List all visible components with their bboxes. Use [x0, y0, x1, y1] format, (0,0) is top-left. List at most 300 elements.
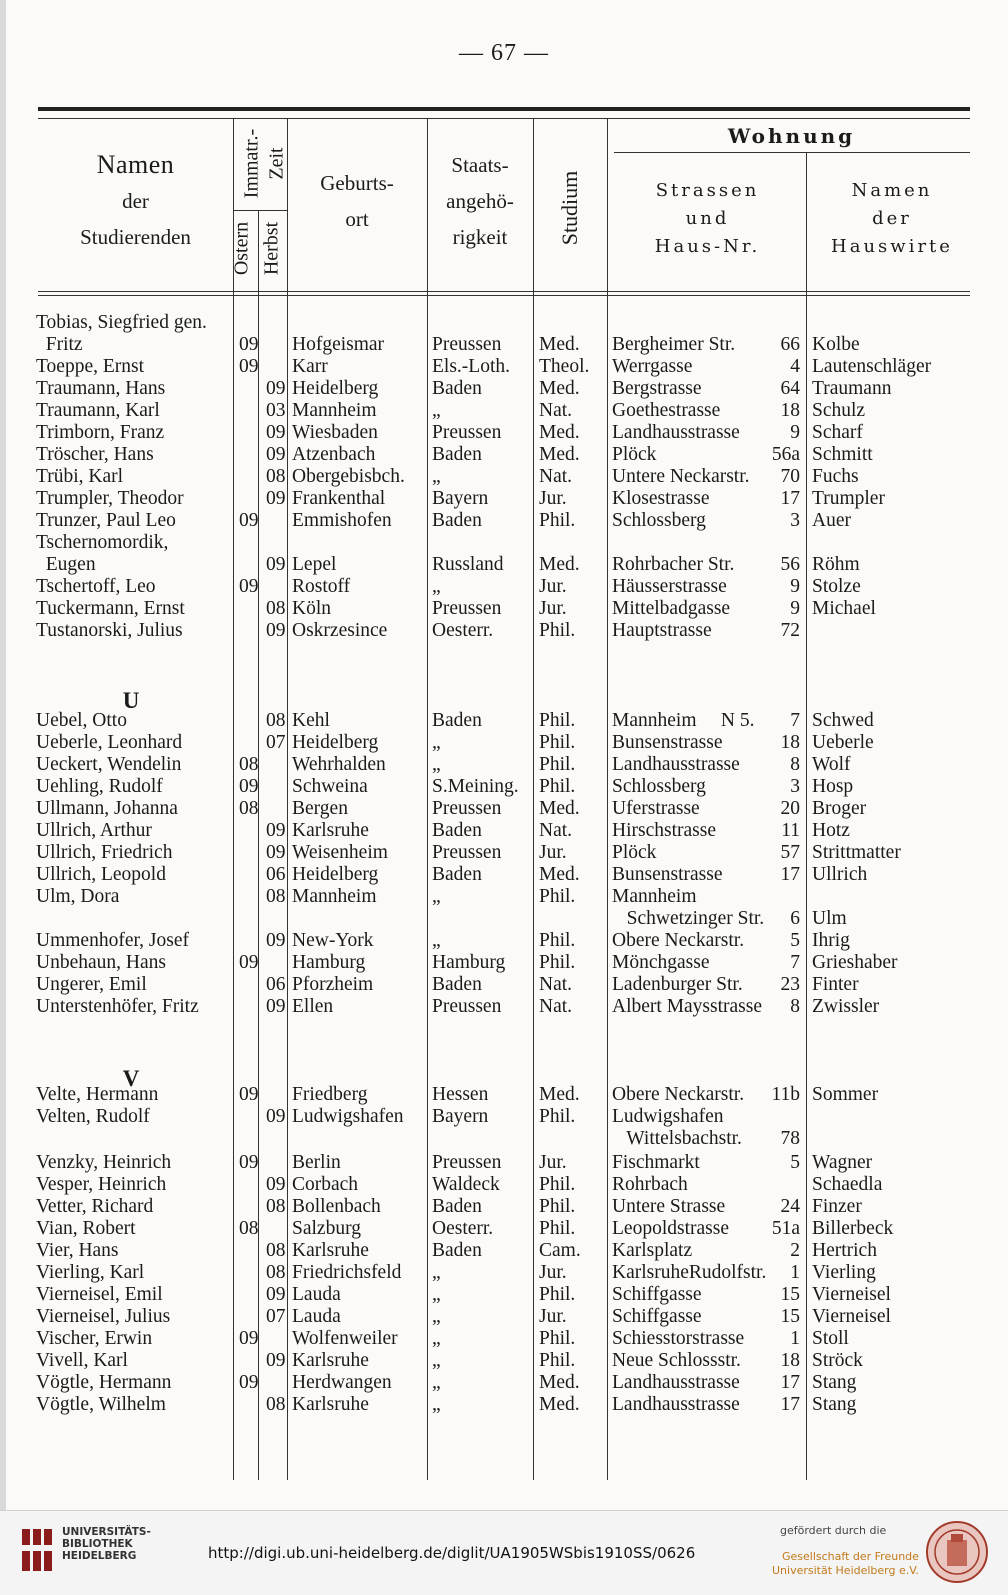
table-row — [0, 510, 1008, 532]
birthplace: Wehrhalden — [292, 754, 386, 775]
birthplace: Herdwangen — [292, 1372, 392, 1393]
herbst-year: 08 — [266, 466, 286, 487]
header-namen: Namen — [96, 150, 175, 179]
table-row — [0, 930, 1008, 952]
nationality: Baden — [432, 444, 482, 465]
nationality: „ — [432, 1394, 441, 1415]
field-of-study: Phil. — [539, 620, 576, 641]
herbst-year: 06 — [266, 864, 286, 885]
birthplace: Karr — [292, 356, 328, 377]
table-row — [0, 842, 1008, 864]
student-name: Vetter, Richard — [36, 1196, 154, 1217]
birthplace: Atzenbach — [292, 444, 376, 465]
street: Bunsenstrasse — [612, 864, 723, 885]
student-name: Tobias, Siegfried gen. — [36, 312, 207, 333]
nationality: „ — [432, 1306, 441, 1327]
student-name: Toeppe, Ernst — [36, 356, 145, 377]
table-row — [0, 820, 1008, 842]
birthplace: Mannheim — [292, 400, 377, 421]
landlord: Schwed — [812, 710, 874, 731]
field-of-study: Phil. — [539, 930, 576, 951]
field-of-study: Med. — [539, 444, 580, 465]
house-number: 7 — [790, 952, 800, 973]
field-of-study: Med. — [539, 1372, 580, 1393]
herbst-year: 08 — [266, 1262, 286, 1283]
field-of-study: Phil. — [539, 1350, 576, 1371]
student-name: Vivell, Karl — [36, 1350, 128, 1371]
ostern-year: 09 — [239, 334, 259, 355]
herbst-year: 09 — [266, 422, 286, 443]
field-of-study: Nat. — [539, 820, 573, 841]
nationality: Russland — [432, 554, 504, 575]
student-name: Uebel, Otto — [36, 710, 127, 731]
nationality: „ — [432, 732, 441, 753]
table-row — [0, 312, 1008, 334]
birthplace: Bergen — [292, 798, 348, 819]
header-hauswirte: Hauswirte — [831, 236, 953, 257]
student-name: Unterstenhöfer, Fritz — [36, 996, 199, 1017]
landlord: Auer — [812, 510, 851, 531]
nationality: „ — [432, 1284, 441, 1305]
nationality: „ — [432, 930, 441, 951]
birthplace: Karlsruhe — [292, 1394, 369, 1415]
landlord: Scharf — [812, 422, 863, 443]
house-number: 18 — [780, 1350, 800, 1371]
house-number: 4 — [790, 356, 800, 377]
field-of-study: Med. — [539, 798, 580, 819]
birthplace: Salzburg — [292, 1218, 361, 1239]
birthplace: Emmishofen — [292, 510, 392, 531]
nationality: Baden — [432, 864, 482, 885]
street: Mannheim N 5. — [612, 710, 755, 731]
birthplace: Bollenbach — [292, 1196, 381, 1217]
birthplace: Köln — [292, 598, 331, 619]
birthplace: Heidelberg — [292, 378, 379, 399]
birthplace: Karlsruhe — [292, 1350, 369, 1371]
street: Uferstrasse — [612, 798, 700, 819]
herbst-year: 09 — [266, 444, 286, 465]
street: Untere Neckarstr. — [612, 466, 750, 487]
street: Schiffgasse — [612, 1306, 702, 1327]
student-name: Tuckermann, Ernst — [36, 598, 185, 619]
table-row — [0, 1372, 1008, 1394]
birthplace: Schweina — [292, 776, 368, 797]
header-rule-bottom — [38, 291, 970, 292]
footer-bar — [0, 1510, 1008, 1595]
header-wohnung-rule — [614, 152, 970, 153]
table-row — [0, 1174, 1008, 1196]
nationality: Preussen — [432, 598, 502, 619]
header-der: der — [122, 189, 149, 213]
birthplace: Frankenthal — [292, 488, 386, 509]
herbst-year: 09 — [266, 488, 286, 509]
student-name: Ungerer, Emil — [36, 974, 147, 995]
landlord: Finter — [812, 974, 859, 995]
table-row — [0, 776, 1008, 798]
street: Mönchgasse — [612, 952, 710, 973]
field-of-study: Jur. — [539, 1262, 567, 1283]
house-number: 18 — [780, 732, 800, 753]
landlord: Stang — [812, 1394, 857, 1415]
nationality: Preussen — [432, 842, 502, 863]
student-name: Ulm, Dora — [36, 886, 120, 907]
nationality: Baden — [432, 1196, 482, 1217]
library-line1: UNIVERSITÄTS- — [62, 1526, 151, 1538]
birthplace: Wolfenweiler — [292, 1328, 398, 1349]
herbst-year: 09 — [266, 842, 286, 863]
house-number: 5 — [790, 1152, 800, 1173]
birthplace: Ludwigshafen — [292, 1106, 404, 1127]
birthplace: New-York — [292, 930, 374, 951]
field-of-study: Phil. — [539, 776, 576, 797]
table-row — [0, 598, 1008, 620]
landlord: Sommer — [812, 1084, 879, 1105]
header-hausnr: Haus-Nr. — [654, 236, 761, 257]
ostern-year: 09 — [239, 952, 259, 973]
table-row — [0, 576, 1008, 598]
landlord: Ihrig — [812, 930, 850, 951]
student-name: Tschernomordik, — [36, 532, 169, 553]
header-immatr: Immatr.- — [240, 128, 263, 199]
ostern-year: 08 — [239, 1218, 259, 1239]
header-angehoe: angehö- — [446, 189, 514, 213]
table-row — [0, 400, 1008, 422]
student-name: Vierneisel, Emil — [36, 1284, 163, 1305]
ostern-year: 09 — [239, 576, 259, 597]
header-rigkeit: rigkeit — [452, 225, 508, 249]
street: Landhausstrasse — [612, 422, 740, 443]
nationality: Preussen — [432, 334, 502, 355]
student-name: Velten, Rudolf — [36, 1106, 150, 1127]
landlord: Ulm — [812, 908, 847, 929]
page-number: — 67 — — [459, 40, 549, 66]
table-row — [0, 378, 1008, 400]
street: KarlsruheRudolfstr. — [612, 1262, 767, 1283]
house-number: 9 — [790, 576, 800, 597]
header-studierenden: Studierenden — [80, 225, 191, 249]
house-number: 64 — [780, 378, 800, 399]
header-geburts: Geburts- — [320, 171, 394, 195]
street: Schiffgasse — [612, 1284, 702, 1305]
nationality: „ — [432, 1262, 441, 1283]
student-name: Ullrich, Friedrich — [36, 842, 173, 863]
landlord: Wagner — [812, 1152, 873, 1173]
field-of-study: Med. — [539, 422, 580, 443]
landlord: Schaedla — [812, 1174, 883, 1195]
table-row — [0, 1106, 1008, 1128]
student-name: Vian, Robert — [36, 1218, 136, 1239]
student-name: Uehling, Rudolf — [36, 776, 163, 797]
herbst-year: 06 — [266, 974, 286, 995]
herbst-year: 08 — [266, 1196, 286, 1217]
birthplace: Kehl — [292, 710, 330, 731]
herbst-year: 08 — [266, 1394, 286, 1415]
house-number: 23 — [780, 974, 800, 995]
house-number: 56a — [771, 444, 800, 465]
header-zeit: Zeit — [265, 147, 288, 180]
landlord: Traumann — [812, 378, 892, 399]
nationality: „ — [432, 1372, 441, 1393]
house-number: 15 — [780, 1306, 800, 1327]
street: Obere Neckarstr. — [612, 1084, 745, 1105]
field-of-study: Phil. — [539, 1174, 576, 1195]
street: Rohrbach — [612, 1174, 688, 1195]
herbst-year: 09 — [266, 820, 286, 841]
student-name: Ueckert, Wendelin — [36, 754, 182, 775]
herbst-year: 03 — [266, 400, 286, 421]
birthplace: Friedrichsfeld — [292, 1262, 402, 1283]
header-wohnung: Wohnung — [727, 124, 856, 148]
house-number: 57 — [780, 842, 800, 863]
table-row — [0, 1394, 1008, 1416]
house-number: 1 — [790, 1328, 800, 1349]
table-row — [0, 1240, 1008, 1262]
student-name: Ullrich, Arthur — [36, 820, 152, 841]
field-of-study: Nat. — [539, 974, 573, 995]
herbst-year: 09 — [266, 620, 286, 641]
house-number: 17 — [780, 488, 800, 509]
herbst-year: 09 — [266, 378, 286, 399]
header-namen2: Namen — [851, 180, 933, 201]
nationality: Preussen — [432, 1152, 502, 1173]
landlord: Hertrich — [812, 1240, 877, 1261]
header-staats: Staats- — [451, 153, 509, 177]
library-line3: HEIDELBERG — [62, 1550, 137, 1562]
field-of-study: Phil. — [539, 1328, 576, 1349]
house-number: 8 — [790, 754, 800, 775]
table-row — [0, 798, 1008, 820]
house-number: 2 — [790, 1240, 800, 1261]
street: Wittelsbachstr. — [612, 1128, 742, 1149]
street: Leopoldstrasse — [612, 1218, 729, 1239]
birthplace: Heidelberg — [292, 864, 379, 885]
landlord: Stang — [812, 1372, 857, 1393]
birthplace: Lauda — [292, 1284, 341, 1305]
landlord: Trumpler — [812, 488, 885, 509]
street: Plöck — [612, 842, 657, 863]
street: Bergheimer Str. — [612, 334, 736, 355]
student-name: Trumpler, Theodor — [36, 488, 184, 509]
header-strassen-block — [610, 177, 805, 261]
field-of-study: Med. — [539, 334, 580, 355]
street: Schiesstorstrasse — [612, 1328, 745, 1349]
landlord: Hosp — [812, 776, 854, 797]
house-number: 51a — [771, 1218, 800, 1239]
student-name: Vögtle, Wilhelm — [36, 1394, 166, 1415]
nationality: „ — [432, 576, 441, 597]
source-url-link[interactable]: http://digi.ub.uni-heidelberg.de/diglit/UA1905WSbis1910SS/0626 — [208, 1544, 696, 1562]
table-row — [0, 334, 1008, 356]
table-row — [0, 444, 1008, 466]
student-name: Vesper, Heinrich — [36, 1174, 167, 1195]
landlord: Ullrich — [812, 864, 868, 885]
landlord: Strittmatter — [812, 842, 901, 863]
table-row — [0, 1152, 1008, 1174]
herbst-year: 09 — [266, 1106, 286, 1127]
nationality: Oesterr. — [432, 1218, 494, 1239]
street: Obere Neckarstr. — [612, 930, 745, 951]
table-row — [0, 532, 1008, 554]
nationality: Els.-Loth. — [432, 356, 510, 377]
table-row — [0, 356, 1008, 378]
student-name: Tschertoff, Leo — [36, 576, 156, 597]
table-row — [0, 488, 1008, 510]
house-number: 56 — [780, 554, 800, 575]
landlord: Billerbeck — [812, 1218, 894, 1239]
street: Mannheim — [612, 886, 697, 907]
house-number: 11 — [781, 820, 800, 841]
herbst-year: 09 — [266, 1174, 286, 1195]
herbst-year: 09 — [266, 1284, 286, 1305]
house-number: 17 — [780, 1394, 800, 1415]
student-name: Vierneisel, Julius — [36, 1306, 171, 1327]
birthplace: Hofgeismar — [292, 334, 385, 355]
field-of-study: Phil. — [539, 710, 576, 731]
house-number: 78 — [780, 1128, 800, 1149]
house-number: 20 — [780, 798, 800, 819]
house-number: 18 — [780, 400, 800, 421]
library-line2: BIBLIOTHEK — [62, 1538, 133, 1550]
house-number: 8 — [790, 996, 800, 1017]
table-row — [0, 754, 1008, 776]
street: Landhausstrasse — [612, 1394, 740, 1415]
header-staat-block — [430, 147, 530, 255]
student-name: Venzky, Heinrich — [36, 1152, 172, 1173]
herbst-year: 09 — [266, 996, 286, 1017]
header-studium: Studium — [557, 170, 582, 246]
ostern-year: 09 — [239, 1372, 259, 1393]
house-number: 17 — [780, 1372, 800, 1393]
field-of-study: Phil. — [539, 1218, 576, 1239]
street: Neue Schlossstr. — [612, 1350, 741, 1371]
house-number: 24 — [780, 1196, 800, 1217]
house-number: 11b — [771, 1084, 800, 1105]
table-row — [0, 1350, 1008, 1372]
birthplace: Obergebisbch. — [292, 466, 405, 487]
birthplace: Berlin — [292, 1152, 341, 1173]
herbst-year: 08 — [266, 886, 286, 907]
table-row — [0, 1306, 1008, 1328]
birthplace: Weisenheim — [292, 842, 388, 863]
house-number: 15 — [780, 1284, 800, 1305]
student-name: Unbehaun, Hans — [36, 952, 166, 973]
field-of-study: Nat. — [539, 996, 573, 1017]
field-of-study: Jur. — [539, 842, 567, 863]
table-row — [0, 1284, 1008, 1306]
field-of-study: Phil. — [539, 510, 576, 531]
field-of-study: Nat. — [539, 400, 573, 421]
nationality: Oesterr. — [432, 620, 494, 641]
house-number: 9 — [790, 598, 800, 619]
nationality: Baden — [432, 820, 482, 841]
header-rule-inner — [38, 118, 970, 119]
header-der2: der — [872, 208, 912, 229]
street: Hirschstrasse — [612, 820, 716, 841]
landlord: Wolf — [812, 754, 851, 775]
field-of-study: Med. — [539, 1394, 580, 1415]
table-row — [0, 732, 1008, 754]
student-name: Ullmann, Johanna — [36, 798, 178, 819]
table-row — [0, 466, 1008, 488]
table-row — [0, 996, 1008, 1018]
landlord: Hotz — [812, 820, 850, 841]
ostern-year: 09 — [239, 1084, 259, 1105]
table-row — [0, 974, 1008, 996]
street: Plöck — [612, 444, 657, 465]
street: Landhausstrasse — [612, 754, 740, 775]
nationality: „ — [432, 754, 441, 775]
landlord: Zwissler — [812, 996, 880, 1017]
table-row — [0, 1084, 1008, 1106]
ostern-year: 08 — [239, 754, 259, 775]
field-of-study: Jur. — [539, 1152, 567, 1173]
herbst-year: 09 — [266, 930, 286, 951]
landlord: Stoll — [812, 1328, 849, 1349]
landlord: Schmitt — [812, 444, 873, 465]
street: Häusserstrasse — [612, 576, 727, 597]
nationality: Baden — [432, 378, 482, 399]
house-number: 1 — [790, 1262, 800, 1283]
house-number: 72 — [780, 620, 800, 641]
ostern-year: 09 — [239, 356, 259, 377]
landlord: Stolze — [812, 576, 861, 597]
landlord: Schulz — [812, 400, 866, 421]
student-name: Ullrich, Leopold — [36, 864, 166, 885]
street: Hauptstrasse — [612, 620, 712, 641]
house-number: 9 — [790, 422, 800, 443]
nationality: Hamburg — [432, 952, 506, 973]
landlord: Lautenschläger — [812, 356, 932, 377]
landlord: Fuchs — [812, 466, 859, 487]
field-of-study: Phil. — [539, 952, 576, 973]
nationality: Bayern — [432, 1106, 489, 1127]
nationality: „ — [432, 886, 441, 907]
field-of-study: Nat. — [539, 466, 573, 487]
nationality: „ — [432, 466, 441, 487]
student-name: Fritz — [36, 334, 83, 355]
house-number: 5 — [790, 930, 800, 951]
field-of-study: Jur. — [539, 598, 567, 619]
header-ort: ort — [345, 207, 369, 231]
birthplace: Pforzheim — [292, 974, 374, 995]
nationality: Preussen — [432, 422, 502, 443]
birthplace: Lepel — [292, 554, 337, 575]
street: Ladenburger Str. — [612, 974, 743, 995]
table-row — [0, 422, 1008, 444]
birthplace: Corbach — [292, 1174, 359, 1195]
table-row — [0, 952, 1008, 974]
header-ostern: Ostern — [230, 221, 253, 276]
table-row — [0, 1128, 1008, 1150]
birthplace: Lauda — [292, 1306, 341, 1327]
sponsor-intro: gefördert durch die — [780, 1524, 887, 1537]
field-of-study: Phil. — [539, 886, 576, 907]
street: Schwetzinger Str. — [612, 908, 765, 929]
street: Schlossberg — [612, 510, 706, 531]
table-row — [0, 620, 1008, 642]
student-name: Trübi, Karl — [36, 466, 124, 487]
table-row — [0, 886, 1008, 908]
nationality: Baden — [432, 710, 482, 731]
house-number: 70 — [780, 466, 800, 487]
birthplace: Oskrzesince — [292, 620, 388, 641]
sponsor-line1: Gesellschaft der Freunde — [782, 1550, 919, 1563]
landlord: Kolbe — [812, 334, 860, 355]
birthplace: Hamburg — [292, 952, 366, 973]
house-number: 3 — [790, 510, 800, 531]
nationality: Hessen — [432, 1084, 489, 1105]
herbst-year: 08 — [266, 598, 286, 619]
